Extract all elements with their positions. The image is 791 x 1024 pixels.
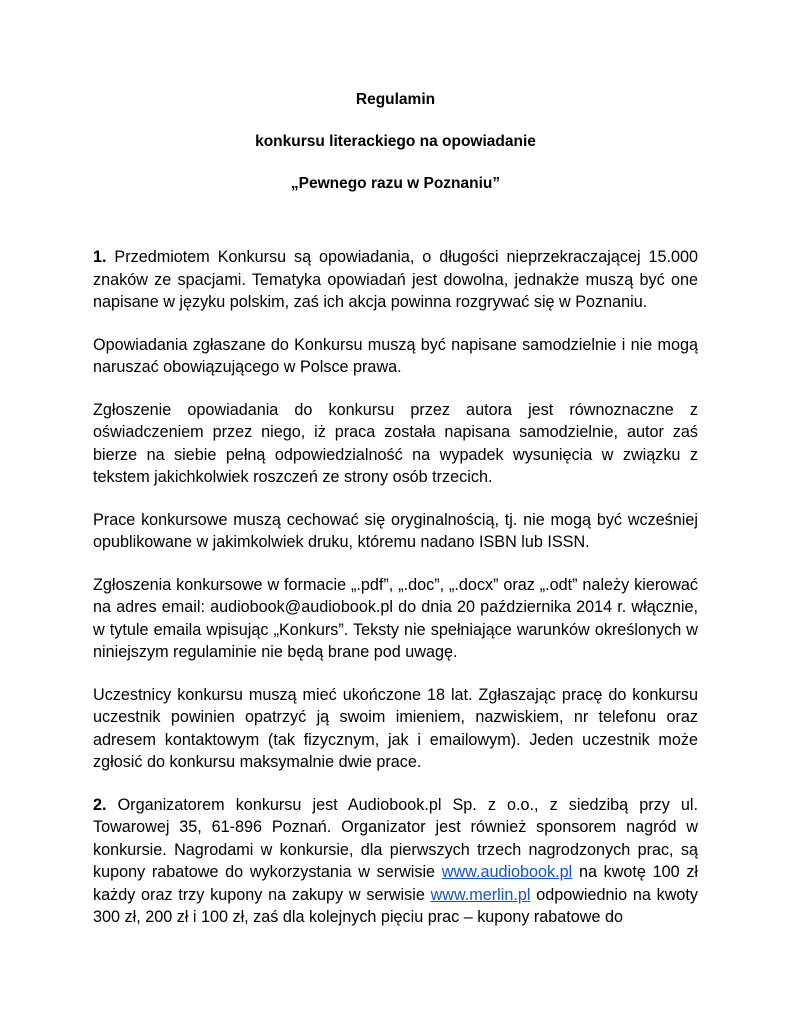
audiobook-link[interactable]: www.audiobook.pl: [441, 863, 573, 881]
doc-title: Regulamin: [355, 91, 436, 108]
doc-subtitle: konkursu literackiego na opowiadanie: [255, 133, 536, 150]
paragraph-1: [93, 246, 698, 314]
section-number-1: 1.: [93, 248, 107, 266]
paragraph-7-text-a: Organizatorem konkursu jest Audiobook.pl Sp. z o.o., z siedzibą przy ul. Towarowej 35, 61-896 Poznań. Organizator jest również sponsorem nagród w konkursie. Nagrodami w konkursie, dla pierwszych trzech nagrodzonych prac, są kupony rabatowe do wykorzystania w serwisie: [93, 795, 698, 881]
contest-name: „Pewnego razu w Poznaniu”: [290, 175, 501, 192]
paragraph-1-text: Przedmiotem Konkursu są opowiadania, o długości nieprzekraczającej 15.000 znaków ze spacjami. Tematyka opowiadań jest dowolna, jednakże muszą być one napisane w języku polskim, zaś ich akcja powinna rozgrywać się w Poznaniu.: [93, 248, 698, 311]
paragraph-3: Zgłoszenie opowiadania do konkursu przez autora jest równoznaczne z oświadczeniem przez niego, iż praca została napisana samodzielnie, autor zaś bierze na siebie pełną odpowiedzialność na wypadek wysunięcia w związku z tekstem jakichkolwiek roszczeń ze strony osób trzecich.: [93, 400, 698, 486]
paragraph-7: [93, 794, 698, 929]
paragraph-5: Zgłoszenia konkursowe w formacie „.pdf”, „.doc”, „.docx” oraz „.odt” należy kierować na adres email: audiobook@audiobook.pl do dnia 20 października 2014 r. włącznie, w tytule emaila wpisując „Konkurs”. Teksty nie spełniające warunków określonych w niniejszym regulaminie nie będą brane pod uwagę.: [93, 575, 698, 661]
paragraph-7-text-b: na kwotę 100 zł każdy oraz trzy kupony na zakupy w serwisie: [93, 863, 699, 904]
paragraph-4: Prace konkursowe muszą cechować się oryginalnością, tj. nie mogą być wcześniej opublikowane w jakimkolwiek druku, któremu nadano ISBN lub ISSN.: [93, 510, 698, 551]
paragraph-7-text-c: odpowiednio na kwoty 300 zł, 200 zł i 100 zł, zaś dla kolejnych pięciu prac – kupony rabatowe do: [93, 885, 699, 926]
merlin-link[interactable]: www.merlin.pl: [430, 885, 531, 904]
section-number-2: 2.: [93, 795, 107, 814]
paragraph-6: Uczestnicy konkursu muszą mieć ukończone 18 lat. Zgłaszając pracę do konkursu uczestnik powinien opatrzyć ją swoim imieniem, nazwiskiem, nr telefonu oraz adresem kontaktowym (tak fizycznym, jak i emailowym). Jeden uczestnik może zgłosić do konkursu maksymalnie dwie prace.: [93, 685, 698, 771]
paragraph-2: Opowiadania zgłaszane do Konkursu muszą być napisane samodzielnie i nie mogą naruszać obowiązującego w Polsce prawa.: [93, 335, 698, 376]
